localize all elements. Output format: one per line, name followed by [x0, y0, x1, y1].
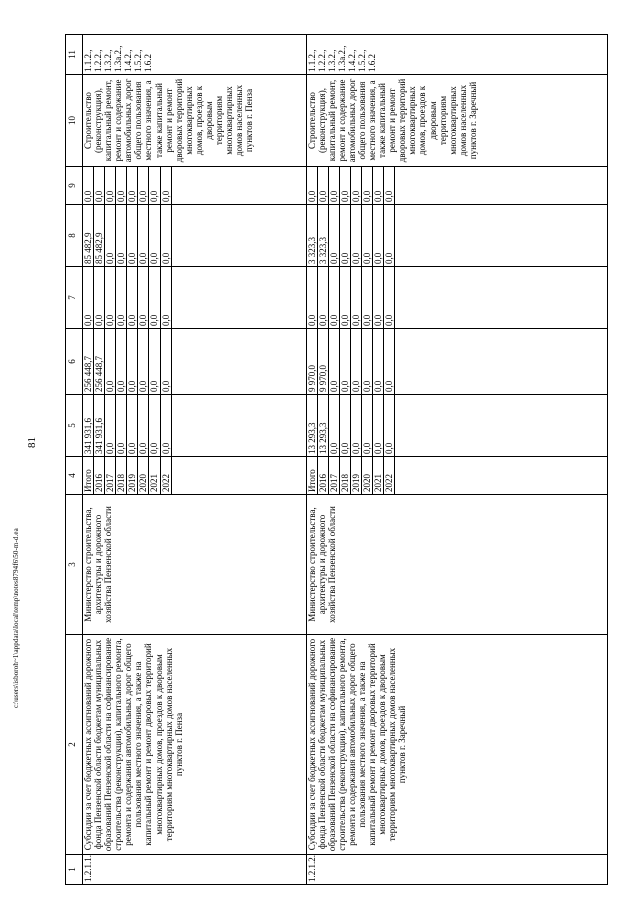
total-funding-cell: 0,0 [149, 395, 160, 457]
local-budget-cell: 85 482,9 [94, 205, 105, 267]
other-sources-cell: 0,0 [350, 167, 361, 205]
empty-cell [395, 205, 608, 267]
regional-budget-cell: 256 448,7 [83, 329, 94, 395]
year-cell: 2020 [138, 457, 149, 495]
executor-cell: Министерство строительства, архитектуры и дорожного хозяйства Пензенской области [83, 495, 307, 635]
other-sources-cell: 0,0 [116, 167, 127, 205]
column-header-9: 9 [66, 167, 83, 205]
regional-budget-cell: 0,0 [339, 329, 350, 395]
row-number: 1.2.1.2. [306, 855, 608, 885]
other-sources-cell: 0,0 [160, 167, 171, 205]
regional-budget-cell: 0,0 [105, 329, 116, 395]
file-path-footer: c:\users\isboroh~1\appdata\local\temp\notes8794f6\50-m-d.ea [12, 528, 20, 708]
program-table [65, 34, 608, 885]
other-sources-cell: 0,0 [138, 167, 149, 205]
executor-cell: Министерство строительства, архитектуры и дорожного хозяйства Пензенской области [306, 495, 608, 635]
regional-budget-cell: 0,0 [138, 329, 149, 395]
measure-description: Субсидии за счет бюджетных ассигнований дорожного фонда Пензенской области бюджетам муниципальных образований Пензенской области на софинансирование строительства (реконструкции), капитального ремонта, ремонта и содержания автомобильных дорог общего пользования местного значения, а также на капитальный ремонт и ремонт дворовых территорий многоквартирных домов, проездов к дворовым территориям многоквартирных домов населенных пунктов г. Заречный [306, 635, 608, 855]
year-cell: 2019 [127, 457, 138, 495]
other-sources-cell: 0,0 [317, 167, 328, 205]
column-header-10: 10 [66, 75, 83, 167]
regional-budget-cell: 0,0 [160, 329, 171, 395]
total-funding-cell: 341 931,6 [83, 395, 94, 457]
other-sources-cell: 0,0 [83, 167, 94, 205]
local-budget-cell: 0,0 [116, 205, 127, 267]
federal-budget-cell: 0,0 [116, 267, 127, 329]
row-number: 1.2.1.1. [83, 855, 307, 885]
rotated-table-container [65, 35, 625, 885]
regional-budget-cell: 9 970,0 [306, 329, 317, 395]
local-budget-cell: 0,0 [350, 205, 361, 267]
other-sources-cell: 0,0 [339, 167, 350, 205]
local-budget-cell: 0,0 [127, 205, 138, 267]
year-cell: 2020 [362, 457, 373, 495]
regional-budget-cell: 0,0 [127, 329, 138, 395]
total-funding-cell: 0,0 [160, 395, 171, 457]
year-cell: 2018 [116, 457, 127, 495]
empty-cell [171, 329, 306, 395]
empty-cell [395, 395, 608, 457]
other-sources-cell: 0,0 [384, 167, 395, 205]
column-header-4: 4 [66, 457, 83, 495]
empty-cell [171, 167, 306, 205]
year-cell: 2022 [384, 457, 395, 495]
regional-budget-cell: 9 970,0 [317, 329, 328, 395]
federal-budget-cell: 0,0 [317, 267, 328, 329]
total-funding-cell: 0,0 [339, 395, 350, 457]
other-sources-cell: 0,0 [306, 167, 317, 205]
other-sources-cell: 0,0 [149, 167, 160, 205]
column-header-7: 7 [66, 267, 83, 329]
regional-budget-cell: 256 448,7 [94, 329, 105, 395]
other-sources-cell: 0,0 [362, 167, 373, 205]
year-cell: Итого [306, 457, 317, 495]
local-budget-cell: 0,0 [149, 205, 160, 267]
column-header-6: 6 [66, 329, 83, 395]
federal-budget-cell: 0,0 [373, 267, 384, 329]
local-budget-cell: 0,0 [160, 205, 171, 267]
total-funding-cell: 0,0 [127, 395, 138, 457]
empty-cell [171, 267, 306, 329]
indicator-links: 1.1.2., 1.2.2., 1.3.2., 1.3а.2., 1.4.2., 1.5.2., 1.6.2 [83, 35, 307, 75]
column-number-row [66, 35, 83, 885]
federal-budget-cell: 0,0 [138, 267, 149, 329]
total-funding-cell: 0,0 [116, 395, 127, 457]
regional-budget-cell: 0,0 [362, 329, 373, 395]
empty-cell [171, 457, 306, 495]
page-number: 81 [26, 437, 38, 448]
other-sources-cell: 0,0 [328, 167, 339, 205]
year-cell: Итого [83, 457, 94, 495]
total-funding-cell: 0,0 [328, 395, 339, 457]
other-sources-cell: 0,0 [94, 167, 105, 205]
column-header-5: 5 [66, 395, 83, 457]
year-cell: 2021 [149, 457, 160, 495]
regional-budget-cell: 0,0 [384, 329, 395, 395]
total-funding-cell: 13 293,3 [317, 395, 328, 457]
indicator-links: 1.1.2., 1.2.2., 1.3.2., 1.3а.2., 1.4.2., 1.5.2., 1.6.2 [306, 35, 608, 75]
total-funding-cell: 0,0 [138, 395, 149, 457]
federal-budget-cell: 0,0 [105, 267, 116, 329]
federal-budget-cell: 0,0 [328, 267, 339, 329]
expected-result: Строительство (реконструкция), капитальный ремонт, ремонт и содержание автомобильных дорог общего пользования местного значения, а также капитальный ремонт и ремонт дворовых территорий многоквартирных домов, проездов к дворовым территориям многоквартирных домов населенных пунктов г. Пенза [83, 75, 307, 167]
local-budget-cell: 0,0 [362, 205, 373, 267]
column-header-11: 11 [66, 35, 83, 75]
regional-budget-cell: 0,0 [328, 329, 339, 395]
federal-budget-cell: 0,0 [149, 267, 160, 329]
local-budget-cell: 85 482,9 [83, 205, 94, 267]
other-sources-cell: 0,0 [105, 167, 116, 205]
other-sources-cell: 0,0 [127, 167, 138, 205]
total-funding-cell: 0,0 [384, 395, 395, 457]
year-cell: 2017 [105, 457, 116, 495]
regional-budget-cell: 0,0 [373, 329, 384, 395]
total-funding-cell: 341 931,6 [94, 395, 105, 457]
federal-budget-cell: 0,0 [127, 267, 138, 329]
federal-budget-cell: 0,0 [94, 267, 105, 329]
regional-budget-cell: 0,0 [116, 329, 127, 395]
local-budget-cell: 0,0 [105, 205, 116, 267]
local-budget-cell: 0,0 [384, 205, 395, 267]
other-sources-cell: 0,0 [373, 167, 384, 205]
year-cell: 2022 [160, 457, 171, 495]
column-header-8: 8 [66, 205, 83, 267]
empty-cell [395, 457, 608, 495]
empty-cell [171, 395, 306, 457]
column-header-2: 2 [66, 635, 83, 855]
column-header-3: 3 [66, 495, 83, 635]
table-row [306, 35, 317, 885]
measure-description: Субсидии за счет бюджетных ассигнований дорожного фонда Пензенской области бюджетам муниципальных образований Пензенской области на софинансирование строительства (реконструкции), капитального ремонта, ремонта и содержания автомобильных дорог общего пользования местного значения, а также на капитальный ремонт и ремонт дворовых территорий многоквартирных домов, проездов к дворовым территориям многоквартирных домов населенных пунктов г. Пенза [83, 635, 307, 855]
expected-result: Строительство (реконструкция), капитальный ремонт, ремонт и содержание автомобильных дорог общего пользования местного значения, а также капитальный ремонт и ремонт дворовых территорий многоквартирных домов, проездов к дворовым территориям многоквартирных домов населенных пунктов г. Заречный [306, 75, 608, 167]
year-cell: 2017 [328, 457, 339, 495]
total-funding-cell: 0,0 [350, 395, 361, 457]
federal-budget-cell: 0,0 [83, 267, 94, 329]
local-budget-cell: 0,0 [328, 205, 339, 267]
table-body [83, 35, 608, 885]
year-cell: 2016 [317, 457, 328, 495]
total-funding-cell: 0,0 [362, 395, 373, 457]
column-header-1: 1 [66, 855, 83, 885]
year-cell: 2019 [350, 457, 361, 495]
year-cell: 2016 [94, 457, 105, 495]
table-row [83, 35, 94, 885]
local-budget-cell: 3 323,3 [306, 205, 317, 267]
federal-budget-cell: 0,0 [160, 267, 171, 329]
total-funding-cell: 0,0 [373, 395, 384, 457]
local-budget-cell: 0,0 [138, 205, 149, 267]
empty-cell [395, 267, 608, 329]
local-budget-cell: 0,0 [339, 205, 350, 267]
federal-budget-cell: 0,0 [339, 267, 350, 329]
regional-budget-cell: 0,0 [350, 329, 361, 395]
year-cell: 2021 [373, 457, 384, 495]
empty-cell [395, 329, 608, 395]
local-budget-cell: 0,0 [373, 205, 384, 267]
total-funding-cell: 13 293,3 [306, 395, 317, 457]
year-cell: 2018 [339, 457, 350, 495]
federal-budget-cell: 0,0 [306, 267, 317, 329]
total-funding-cell: 0,0 [105, 395, 116, 457]
federal-budget-cell: 0,0 [362, 267, 373, 329]
empty-cell [395, 167, 608, 205]
federal-budget-cell: 0,0 [384, 267, 395, 329]
local-budget-cell: 3 323,3 [317, 205, 328, 267]
regional-budget-cell: 0,0 [149, 329, 160, 395]
federal-budget-cell: 0,0 [350, 267, 361, 329]
empty-cell [171, 205, 306, 267]
